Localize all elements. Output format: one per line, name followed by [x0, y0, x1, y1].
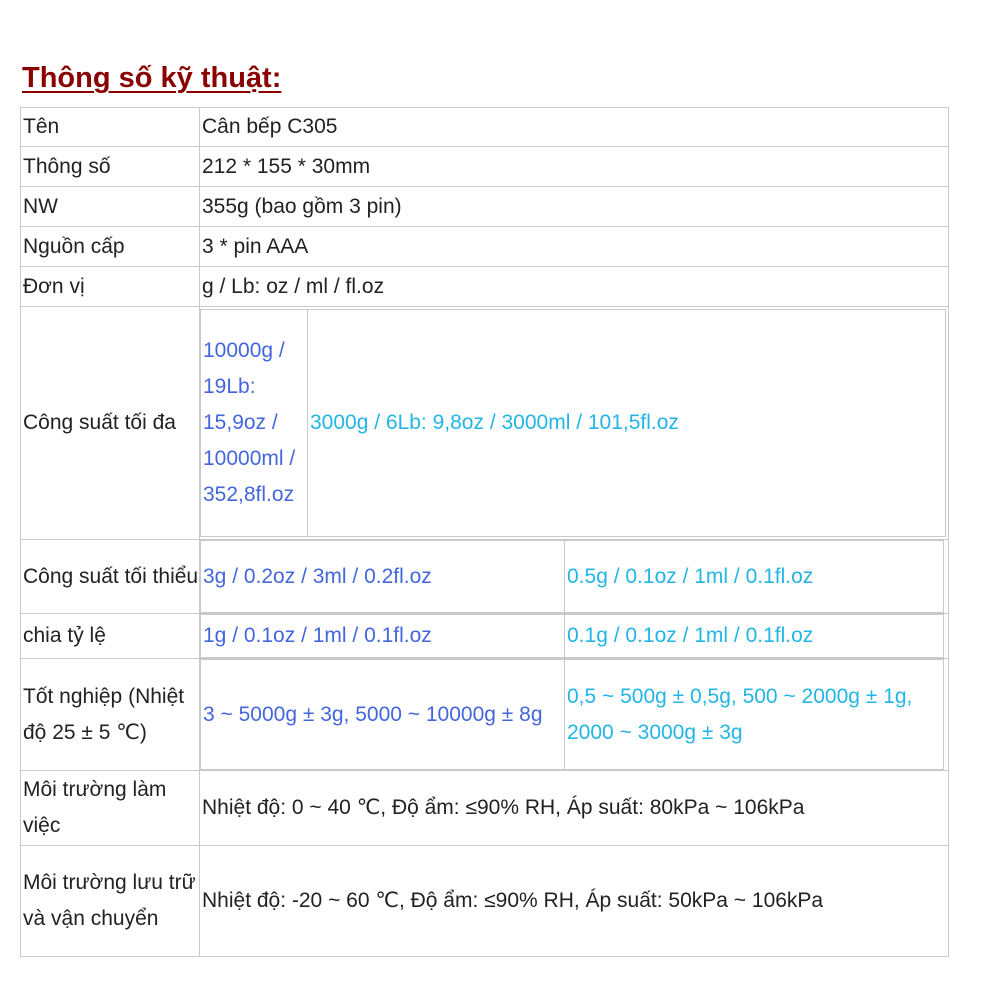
row-label: Tốt nghiệp (Nhiệt độ 25 ± 5 ℃): [21, 659, 200, 771]
row-label: chia tỷ lệ: [21, 614, 200, 659]
row-label: Công suất tối thiểu: [21, 540, 200, 614]
table-row: [21, 267, 949, 307]
table-row: [21, 846, 949, 957]
value-model-a: 3g / 0.2oz / 3ml / 0.2fl.oz: [201, 541, 565, 613]
nested-value-table: [200, 540, 944, 613]
row-value-group: [200, 540, 949, 614]
row-label: Đơn vị: [21, 267, 200, 307]
row-value: 3 * pin AAA: [200, 227, 949, 267]
value-model-a: 3 ~ 5000g ± 3g, 5000 ~ 10000g ± 8g: [201, 660, 565, 770]
row-label: Môi trường lưu trữ và vận chuyển: [21, 846, 200, 957]
value-model-b: 3000g / 6Lb: 9,8oz / 3000ml / 101,5fl.oz: [308, 310, 946, 537]
row-value: Nhiệt độ: 0 ~ 40 ℃, Độ ẩm: ≤90% RH, Áp suất: 80kPa ~ 106kPa: [200, 771, 949, 846]
row-label: Tên: [21, 108, 200, 147]
row-label: NW: [21, 187, 200, 227]
nested-value-table: [200, 309, 946, 537]
value-model-a: 10000g / 19Lb: 15,9oz / 10000ml / 352,8fl.oz: [201, 310, 308, 537]
spec-table: [20, 107, 949, 957]
row-value: 212 * 155 * 30mm: [200, 147, 949, 187]
value-model-b: 0.5g / 0.1oz / 1ml / 0.1fl.oz: [565, 541, 944, 613]
table-row: [21, 771, 949, 846]
row-value: 355g (bao gồm 3 pin): [200, 187, 949, 227]
value-model-b: 0,5 ~ 500g ± 0,5g, 500 ~ 2000g ± 1g, 2000 ~ 3000g ± 3g: [565, 660, 944, 770]
row-value: Cân bếp C305: [200, 108, 949, 147]
row-label: Công suất tối đa: [21, 307, 200, 540]
table-row: [21, 659, 949, 771]
row-value-group: [200, 614, 949, 659]
table-row: [21, 614, 949, 659]
table-row: [21, 108, 949, 147]
nested-value-table: [200, 614, 944, 658]
row-value-group: [200, 659, 949, 771]
table-row: [21, 227, 949, 267]
row-value: g / Lb: oz / ml / fl.oz: [200, 267, 949, 307]
row-label: Môi trường làm việc: [21, 771, 200, 846]
value-model-a: 1g / 0.1oz / 1ml / 0.1fl.oz: [201, 615, 565, 658]
row-label: Thông số: [21, 147, 200, 187]
table-row: [21, 540, 949, 614]
row-label: Nguồn cấp: [21, 227, 200, 267]
value-model-b: 0.1g / 0.1oz / 1ml / 0.1fl.oz: [565, 615, 944, 658]
table-row: [21, 307, 949, 540]
spec-heading: Thông số kỹ thuật:: [22, 62, 282, 94]
nested-value-table: [200, 659, 944, 770]
table-row: [21, 187, 949, 227]
row-value-group: [200, 307, 949, 540]
table-row: [21, 147, 949, 187]
row-value: Nhiệt độ: -20 ~ 60 ℃, Độ ẩm: ≤90% RH, Áp suất: 50kPa ~ 106kPa: [200, 846, 949, 957]
